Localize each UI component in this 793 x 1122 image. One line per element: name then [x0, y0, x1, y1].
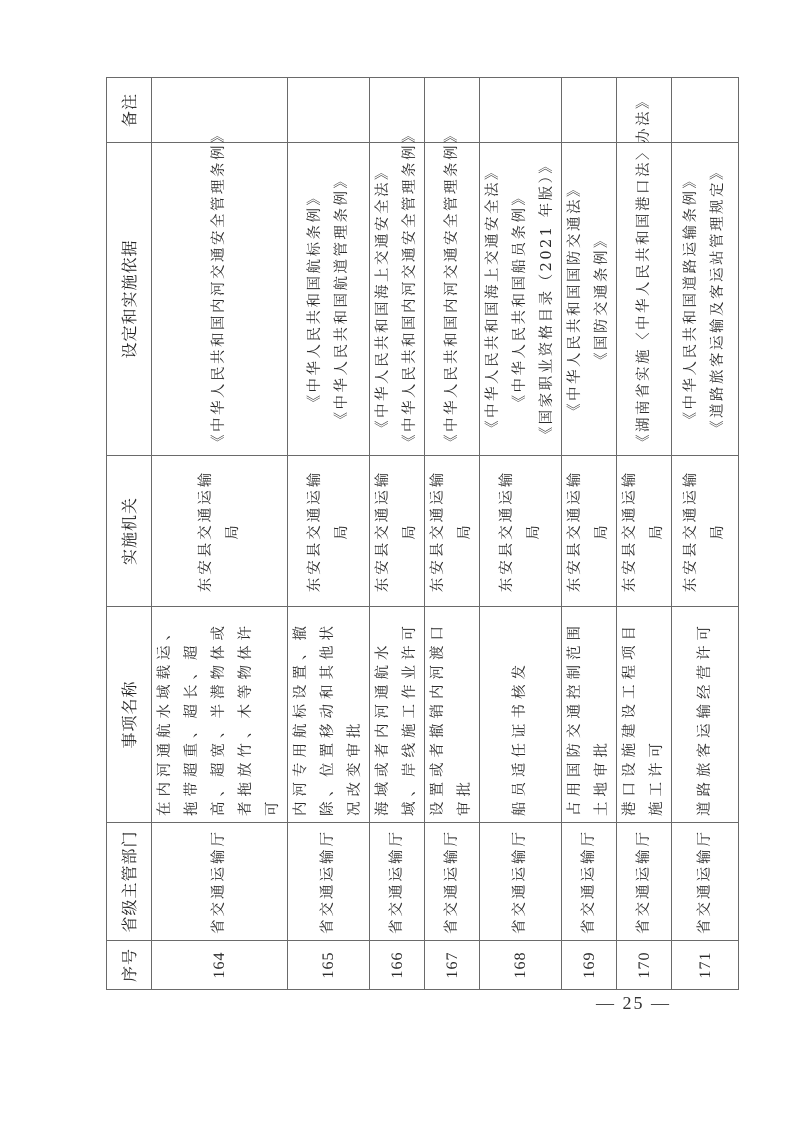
rotated-table-container [106, 78, 726, 990]
cell-name: 内河专用航标设置、撤除、位置移动和其他状况改变审批 [288, 607, 370, 823]
table-row [562, 78, 617, 990]
cell-dept: 省交通运输厅 [288, 823, 370, 941]
table-row [672, 78, 739, 990]
cell-agency: 东安县交通运输局 [288, 456, 370, 607]
cell-agency: 东安县交通运输局 [617, 456, 672, 607]
page-number: — 25 — [596, 993, 671, 1013]
cell-basis [288, 143, 370, 456]
cell-seq: 164 [152, 941, 288, 990]
table-header-row [107, 78, 152, 990]
cell-basis [425, 126, 480, 456]
table-row [288, 78, 370, 990]
header-basis: 设定和实施依据 [107, 143, 152, 456]
cell-seq: 167 [425, 941, 480, 990]
cell-dept: 省交通运输厅 [425, 823, 480, 941]
cell-basis [617, 92, 672, 456]
cell-agency: 东安县交通运输局 [370, 456, 425, 607]
cell-name: 设置或者撤销内河渡口审批 [425, 607, 480, 823]
cell-dept: 省交通运输厅 [562, 823, 617, 941]
header-remark: 备注 [107, 78, 152, 143]
cell-name: 港口设施建设工程项目施工许可 [617, 607, 672, 823]
cell-seq: 165 [288, 941, 370, 990]
basis-line: 《中华人民共和国船员条例》 [512, 188, 528, 410]
table-row [617, 78, 672, 990]
cell-name: 船员适任证书核发 [480, 607, 562, 823]
cell-basis [152, 126, 288, 456]
cell-basis [562, 143, 617, 456]
basis-line: 《中华人民共和国国防交通法》 [567, 180, 583, 418]
cell-agency: 东安县交通运输局 [480, 456, 562, 607]
table-row [152, 78, 288, 990]
table-row [480, 78, 562, 990]
cell-seq: 171 [672, 941, 739, 990]
cell-remark [480, 78, 562, 143]
basis-line: 《中华人民共和国海上交通安全法》 [485, 163, 501, 435]
header-seq: 序号 [107, 941, 152, 990]
cell-agency: 东安县交通运输局 [562, 456, 617, 607]
basis-line: 《中华人民共和国航道管理条例》 [333, 171, 350, 427]
cell-dept: 省交通运输厅 [617, 823, 672, 941]
cell-name: 海域或者内河通航水域、岸线施工作业许可 [370, 607, 425, 823]
cell-dept: 省交通运输厅 [152, 823, 288, 941]
basis-line: 《中华人民共和国海上交通安全法》 [375, 163, 391, 435]
basis-line: 《中华人民共和国内河交通安全管理条例》 [402, 126, 418, 449]
cell-dept: 省交通运输厅 [480, 823, 562, 941]
table-row [425, 78, 480, 990]
cell-remark [672, 78, 739, 143]
cell-seq: 166 [370, 941, 425, 990]
header-name: 事项名称 [107, 607, 152, 823]
cell-name: 在内河通航水域载运、拖带超重、超长、超高、超宽、半潜物体或者拖放竹、木等物体许可 [152, 607, 288, 823]
cell-seq: 169 [562, 941, 617, 990]
basis-line: 《中华人民共和国道路运输条例》 [683, 171, 699, 427]
header-dept: 省级主管部门 [107, 823, 152, 941]
administrative-licensing-table [106, 77, 739, 990]
cell-name: 道路旅客运输经营许可 [672, 607, 739, 823]
cell-dept: 省交通运输厅 [672, 823, 739, 941]
cell-seq: 170 [617, 941, 672, 990]
cell-agency: 东安县交通运输局 [152, 456, 288, 607]
header-agency: 实施机关 [107, 456, 152, 607]
cell-basis [672, 143, 739, 456]
cell-agency: 东安县交通运输局 [425, 456, 480, 607]
basis-line: 《国家职业资格目录（2021 年版）》 [539, 156, 555, 442]
table-row [370, 78, 425, 990]
cell-name: 占用国防交通控制范围土地审批 [562, 607, 617, 823]
basis-line: 《中华人民共和国内河交通安全管理条例》 [211, 126, 227, 449]
cell-basis [480, 143, 562, 456]
cell-remark [288, 78, 370, 143]
basis-line: 《国防交通条例》 [594, 231, 610, 367]
basis-line: 《中华人民共和国航标条例》 [306, 188, 323, 410]
cell-seq: 168 [480, 941, 562, 990]
cell-remark [562, 78, 617, 143]
basis-line: 《中华人民共和国内河交通安全管理条例》 [443, 126, 460, 449]
basis-line: 《湖南省实施〈中华人民共和国港口法〉办法》 [635, 92, 652, 449]
cell-dept: 省交通运输厅 [370, 823, 425, 941]
cell-agency: 东安县交通运输局 [672, 456, 739, 607]
cell-basis [370, 126, 425, 456]
basis-line: 《道路旅客运输及客运站管理规定》 [710, 163, 726, 435]
